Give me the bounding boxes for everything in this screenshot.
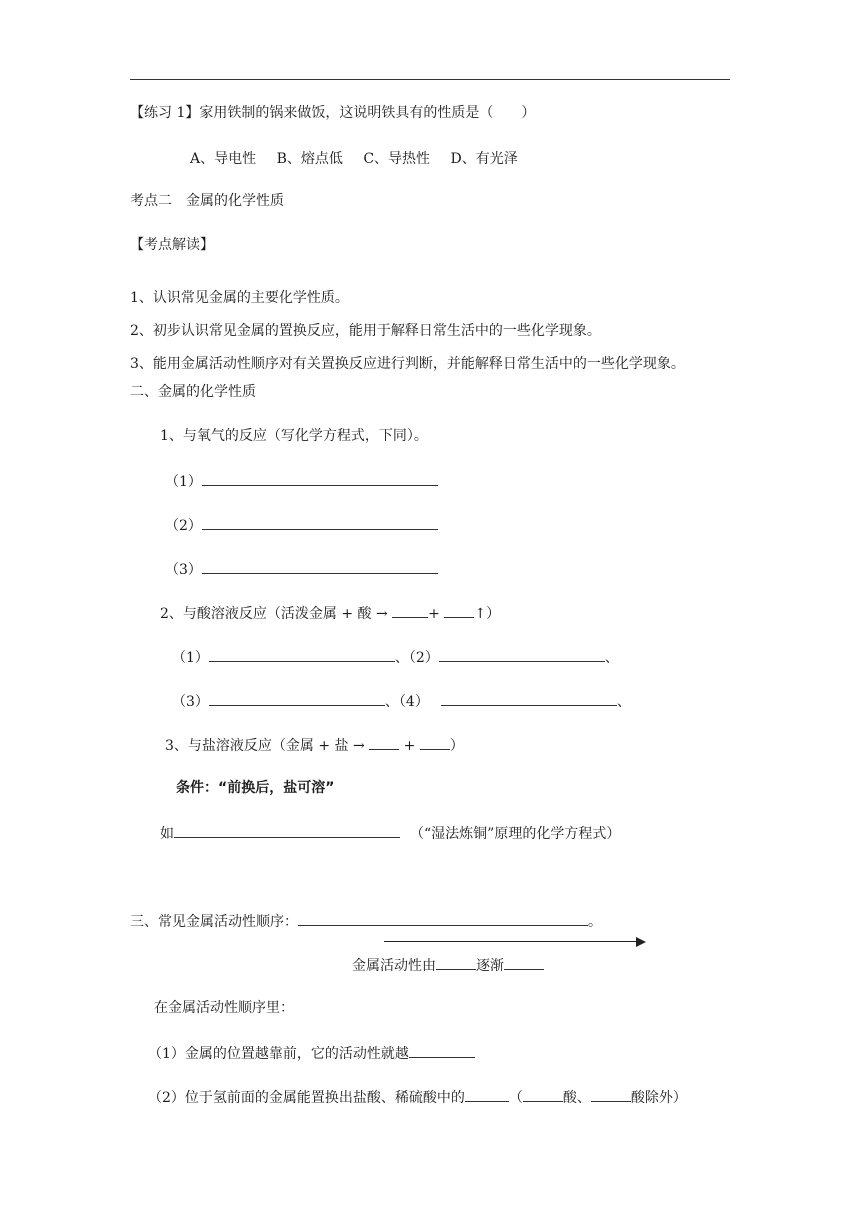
- activity-blank-3[interactable]: [523, 1087, 563, 1102]
- salt-title: [165, 735, 464, 755]
- activity-title: [130, 911, 602, 931]
- acid-blank-4[interactable]: [441, 691, 617, 706]
- trend-mid: 逐渐: [476, 958, 504, 974]
- acid-row-2: [172, 691, 631, 711]
- salt-example-prefix: 如: [160, 826, 174, 842]
- exercise-question: 【练习 1】家用铁制的锅来做饭，这说明铁具有的性质是（ ）: [130, 105, 536, 121]
- oxygen-item-2-label: （2）: [165, 518, 202, 534]
- trend-prefix: 金属活动性由: [352, 958, 436, 974]
- oxygen-title: 1、与氧气的反应（写化学方程式，下同）。: [160, 428, 428, 444]
- interpretation-item-1: 1、认识常见金属的主要化学性质。: [130, 290, 349, 306]
- salt-blank-2[interactable]: [420, 735, 450, 750]
- header-rule: [130, 79, 730, 80]
- activity-blank-2[interactable]: [465, 1087, 509, 1102]
- salt-condition: 条件：“前换后，盐可溶”: [176, 780, 335, 796]
- acid-sep-1: 、: [394, 650, 409, 666]
- acid-blank-2[interactable]: [439, 647, 605, 662]
- salt-title-suffix: ）: [449, 738, 464, 754]
- interpretation-item-3: 3、能用金属活动性顺序对有关置换反应进行判断，并能解释日常生活中的一些化学现象。: [130, 356, 685, 372]
- activity-item-2: [148, 1087, 687, 1107]
- activity-title-end: 。: [588, 914, 602, 930]
- acid-sep-4: 、: [616, 694, 631, 710]
- exercise-options: [190, 150, 518, 168]
- oxygen-item-1: [165, 471, 438, 491]
- acid-item-3-label: （3）: [172, 694, 209, 710]
- activity-item-2-mid1: （: [508, 1090, 523, 1106]
- acid-sep-2: 、: [604, 650, 619, 666]
- trend-blank-1[interactable]: [436, 955, 476, 970]
- activity-intro: 在金属活动性顺序里：: [154, 1000, 294, 1016]
- acid-blank-gas[interactable]: [444, 603, 474, 618]
- option-a: A、导电性: [190, 151, 257, 167]
- acid-sep-3: 、: [384, 694, 399, 710]
- section-title: 考点二 金属的化学性质: [130, 193, 284, 209]
- oxygen-blank-3[interactable]: [202, 559, 438, 574]
- activity-blank-4[interactable]: [591, 1087, 631, 1102]
- activity-arrow: [384, 941, 638, 942]
- activity-item-2-mid2: 酸、: [562, 1090, 591, 1106]
- option-d: D、有光泽: [450, 151, 518, 167]
- activity-blank-1[interactable]: [409, 1043, 475, 1058]
- acid-item-2-label: （2）: [408, 650, 439, 666]
- arrow-head-icon: [636, 937, 646, 947]
- chem-props-title: 二、金属的化学性质: [130, 384, 256, 400]
- acid-title: [160, 603, 500, 623]
- interpretation-title: 【考点解读】: [130, 237, 214, 253]
- activity-order-blank[interactable]: [298, 911, 588, 926]
- activity-item-1-label: （1）金属的位置越靠前，它的活动性就越: [148, 1046, 409, 1062]
- trend-blank-2[interactable]: [504, 955, 544, 970]
- oxygen-item-3: [165, 559, 438, 579]
- option-c: C、导热性: [363, 151, 431, 167]
- activity-title-label: 三、常见金属活动性顺序：: [130, 914, 298, 930]
- activity-trend: [352, 955, 544, 975]
- acid-item-1-label: （1）: [172, 650, 209, 666]
- acid-blank-1[interactable]: [209, 647, 395, 662]
- acid-plus: +: [428, 606, 440, 622]
- acid-item-4-label: （4）: [398, 694, 429, 710]
- salt-plus: +: [403, 738, 416, 754]
- oxygen-item-1-label: （1）: [165, 474, 202, 490]
- oxygen-blank-2[interactable]: [202, 515, 438, 530]
- salt-example: [160, 823, 620, 843]
- oxygen-item-3-label: （3）: [165, 562, 202, 578]
- salt-title-prefix: 3、与盐溶液反应（金属 + 盐 →: [165, 738, 365, 754]
- oxygen-blank-1[interactable]: [202, 471, 438, 486]
- activity-item-2-suffix: 酸除外）: [630, 1090, 687, 1106]
- acid-title-suffix: ↑）: [474, 606, 501, 622]
- activity-item-2-prefix: （2）位于氢前面的金属能置换出盐酸、稀硫酸中的: [148, 1090, 465, 1106]
- oxygen-item-2: [165, 515, 438, 535]
- salt-example-blank[interactable]: [174, 823, 400, 838]
- acid-blank-3[interactable]: [209, 691, 385, 706]
- interpretation-item-2: 2、初步认识常见金属的置换反应，能用于解释日常生活中的一些化学现象。: [130, 323, 601, 339]
- option-b: B、熔点低: [276, 151, 343, 167]
- salt-blank-1[interactable]: [369, 735, 399, 750]
- activity-item-1: [148, 1043, 475, 1063]
- salt-example-suffix: （“湿法炼铜”原理的化学方程式）: [410, 826, 621, 842]
- acid-row-1: [172, 647, 619, 667]
- acid-blank-product[interactable]: [392, 603, 428, 618]
- acid-title-prefix: 2、与酸溶液反应（活泼金属 + 酸 →: [160, 606, 388, 622]
